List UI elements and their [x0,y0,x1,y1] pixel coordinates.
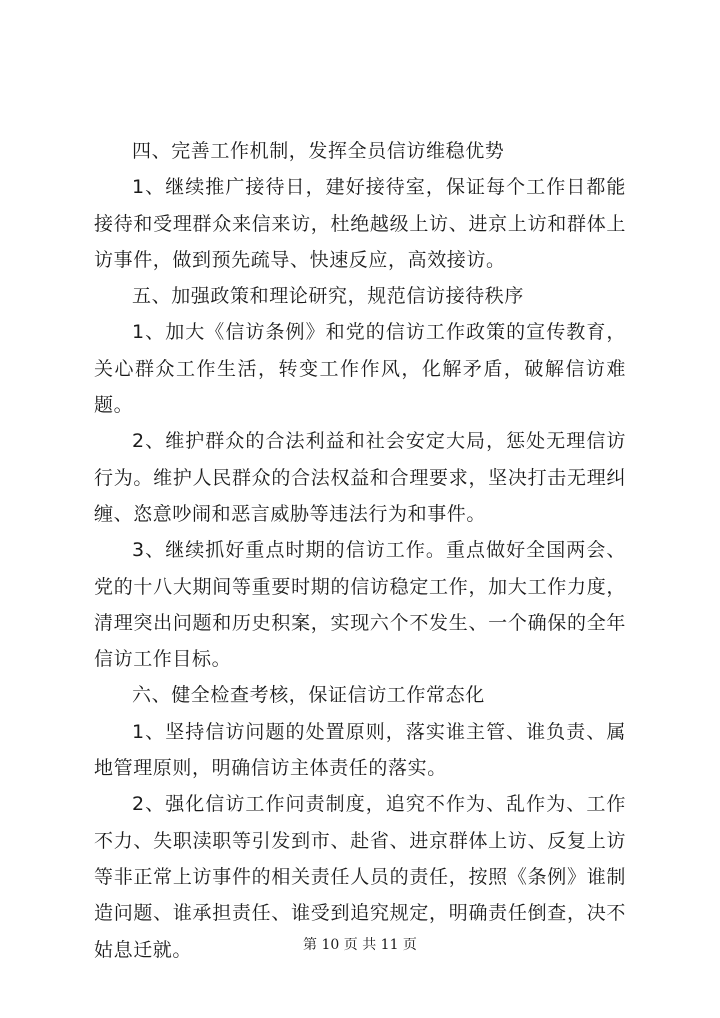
document-body [94,133,626,968]
paragraph: 3、继续抓好重点时期的信访工作。重点做好全国两会、党的十八大期间等重要时期的信访稳定工作，加大工作力度，清理突出问题和历史积案，实现六个不发生、一个确保的全年信访工作目标。 [94,539,626,671]
paragraph: 1、坚持信访问题的处置原则，落实谁主管、谁负责、属地管理原则，明确信访主体责任的落实。 [94,720,626,780]
paragraph: 2、强化信访工作问责制度，追究不作为、乱作为、工作不力、失职渎职等引发到市、赴省、进京群体上访、反复上访等非正常上访事件的相关责任人员的责任，按照《条例》谁制造问题、谁承担责任、谁受到追究规定，明确责任倒查，决不姑息迁就。 [94,793,626,961]
page-number-footer: 第 10 页 共 11 页 [303,937,417,953]
section-heading-4: 四、完善工作机制，发挥全员信访维稳优势 [132,140,505,162]
paragraph: 1、加大《信访条例》和党的信访工作政策的宣传教育，关心群众工作生活，转变工作作风，化解矛盾，破解信访难题。 [94,321,626,417]
paragraph: 2、维护群众的合法利益和社会安定大局，惩处无理信访行为。维护人民群众的合法权益和合理要求，坚决打击无理纠缠、恣意吵闹和恶言威胁等违法行为和事件。 [94,430,626,525]
section-heading-6: 六、健全检查考核，保证信访工作常态化 [132,684,485,707]
paragraph: 1、继续推广接待日，建好接待室，保证每个工作日都能接待和受理群众来信来访，杜绝越级上访、进京上访和群体上访事件，做到预先疏导、快速反应，高效接访。 [94,176,626,271]
section-heading-5: 五、加强政策和理论研究，规范信访接待秩序 [132,285,525,308]
